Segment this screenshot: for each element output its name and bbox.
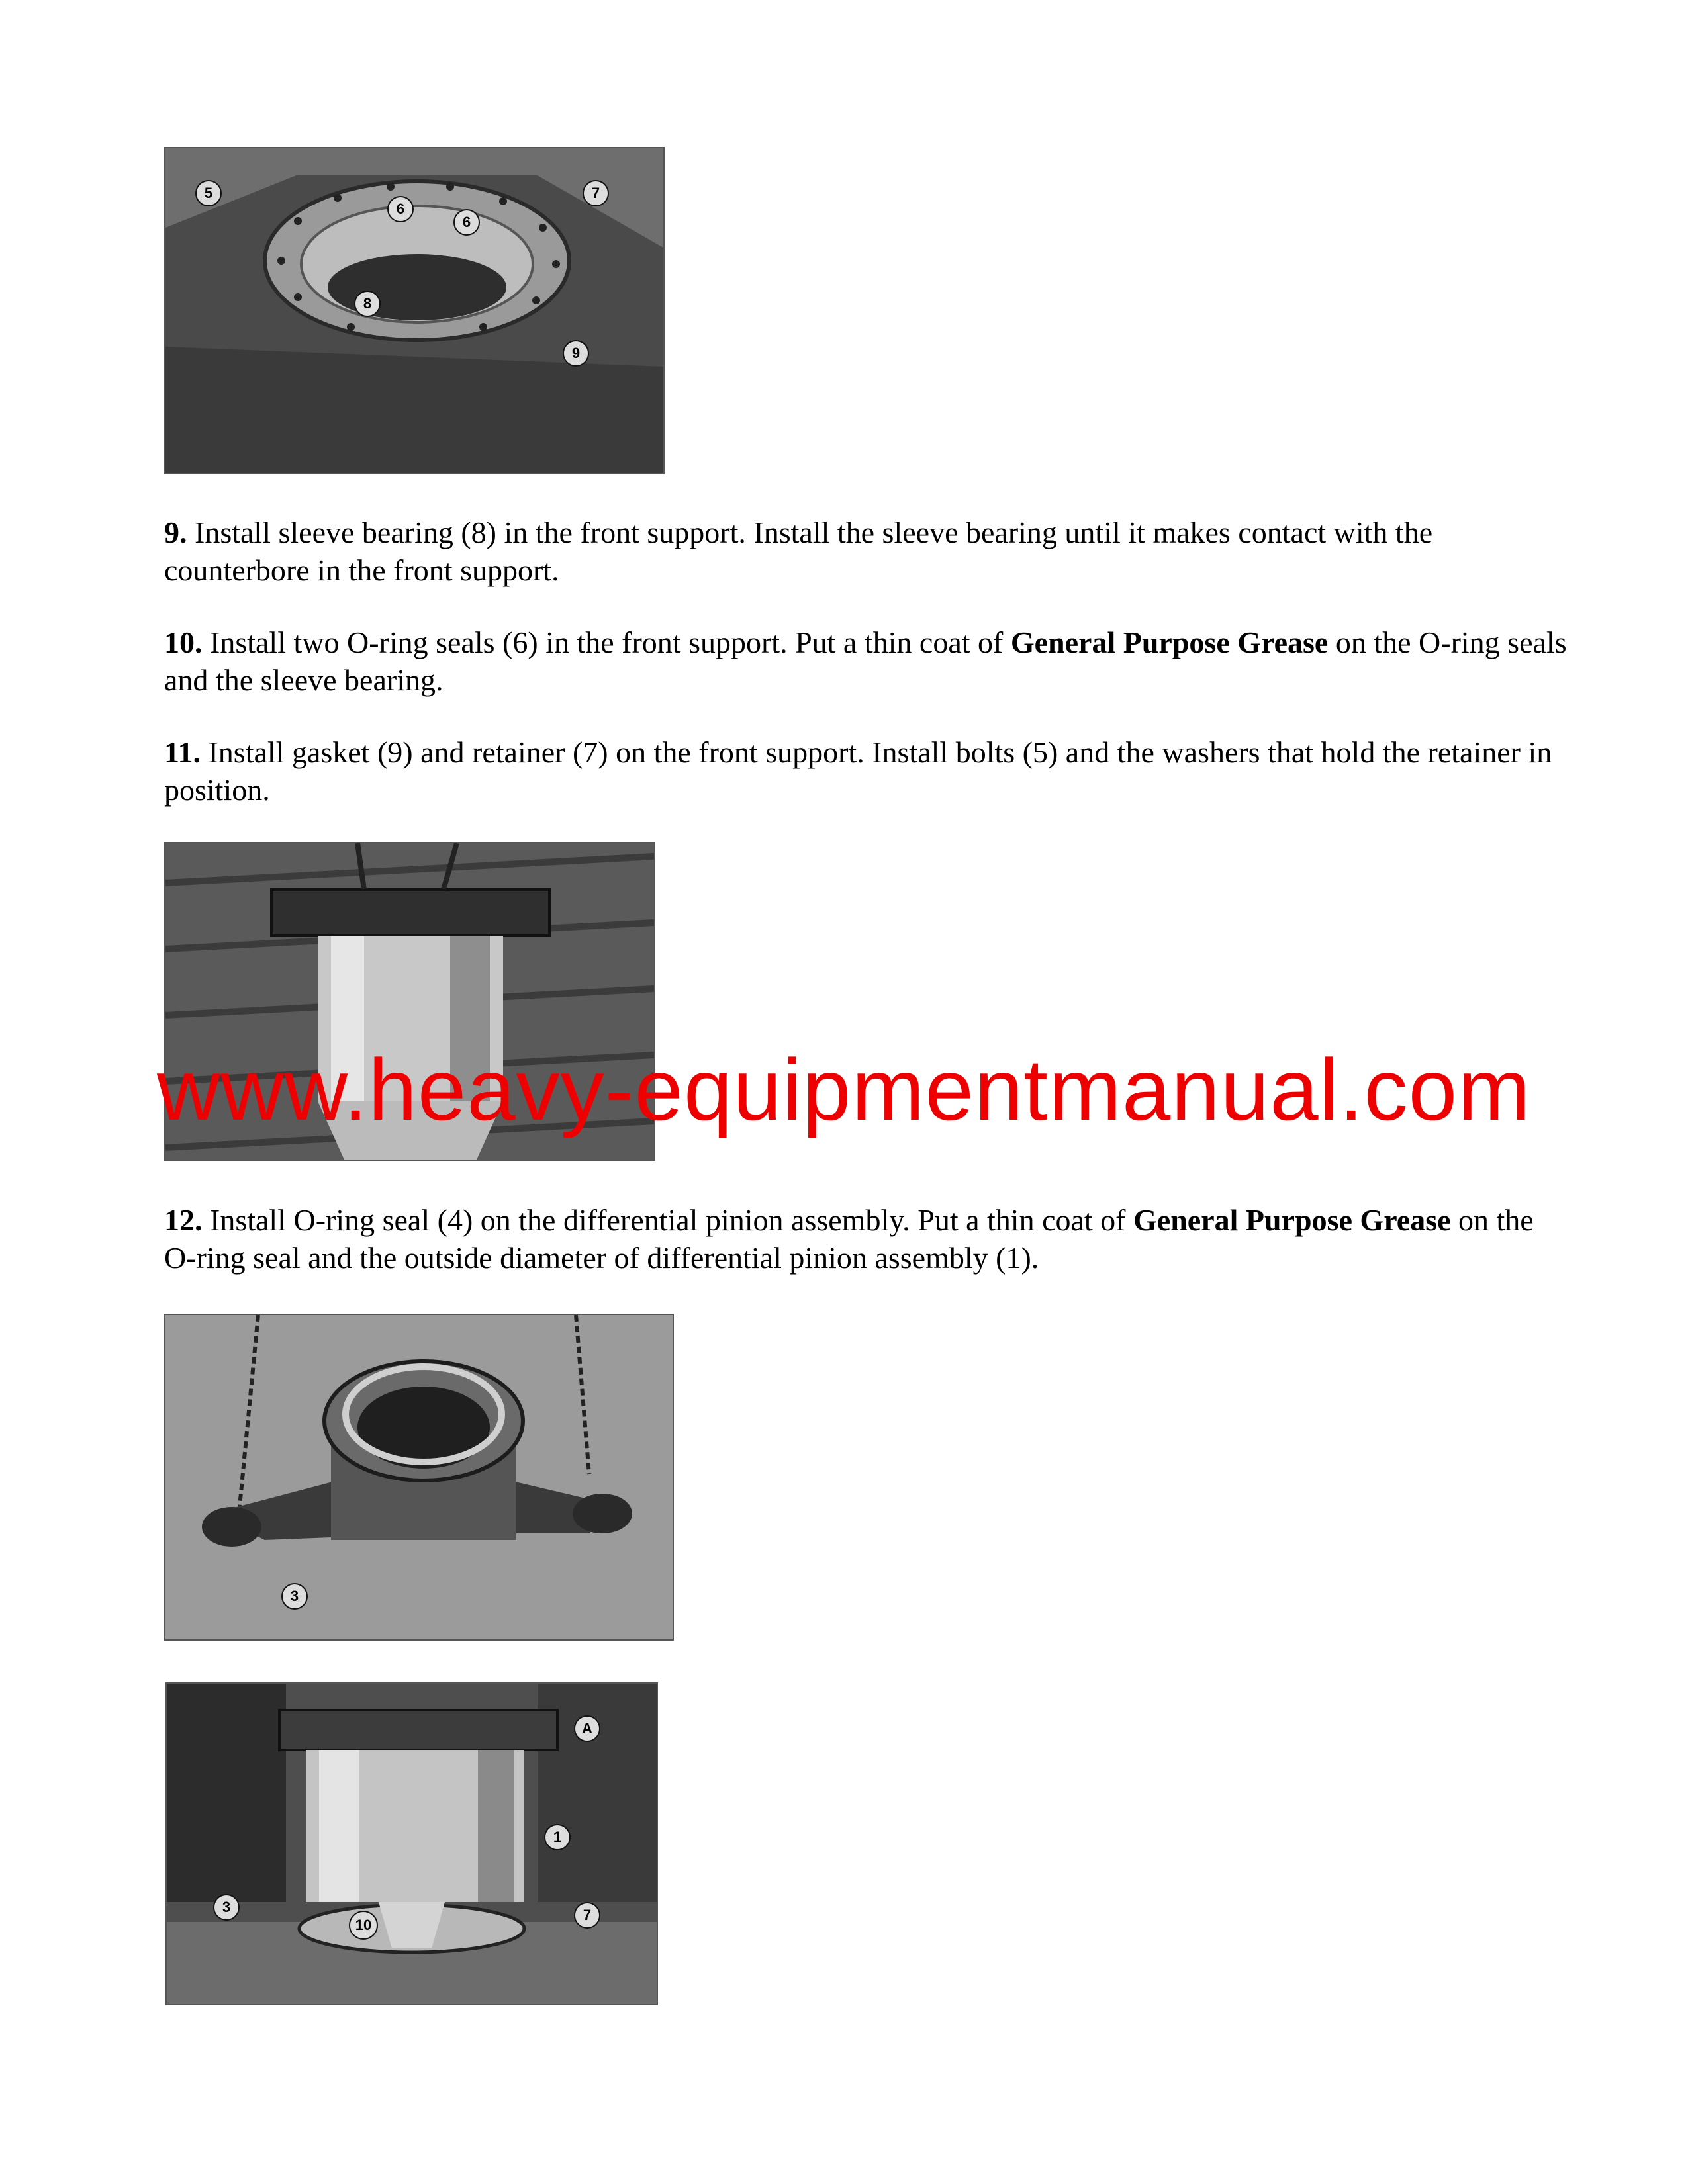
step-text: Install gasket (9) and retainer (7) on the front support. Install bolts (5) and the washers that hold the retainer in position. [164,735,1552,807]
callout-6b [453,209,480,236]
callout-label: 1 [553,1829,562,1845]
watermark-url: www.heavy-equipmentmanual.com [157,1041,1531,1138]
step-text: Install O-ring seal (4) on the differential pinion assembly. Put a thin coat of [202,1203,1134,1237]
callout-label: 7 [591,185,600,201]
grease-name: General Purpose Grease [1133,1203,1451,1237]
callout-5 [195,180,222,206]
callout-label: 7 [583,1907,592,1923]
step-11 [164,733,1568,809]
step-text: Install sleeve bearing (8) in the front support. Install the sleeve bearing until it makes contact with the counterbore in the front support. [164,516,1433,587]
callout-label: 3 [222,1899,231,1915]
step-10 [164,623,1568,699]
step-number: 9. [164,516,187,549]
callout-7 [583,180,609,206]
callout-8 [354,291,381,317]
callout-label: 3 [290,1588,299,1604]
step-number: 12. [164,1203,203,1237]
figure-pinion-installed [165,1682,658,2005]
callout-3 [281,1583,308,1610]
step-text: on the O-ring seal and the outside diameter of differential pinion assembly (1). [164,1203,1534,1275]
callout-label: 8 [363,295,372,312]
step-12 [164,1201,1568,1277]
step-9 [164,514,1568,589]
callout-label: 9 [571,345,581,361]
callout-label: 6 [462,214,471,230]
step-number: 10. [164,625,203,659]
step-number: 11. [164,735,201,769]
callout-label: 10 [355,1917,372,1933]
callout-10 [349,1911,378,1940]
callout-A [574,1715,600,1742]
callout-1 [544,1824,571,1850]
callout-label: 5 [204,185,213,201]
step-text: Install two O-ring seals (6) in the front support. Put a thin coat of [202,625,1011,659]
callout-label: 6 [396,201,405,217]
callout-6a [387,196,414,222]
step-text: on the O-ring seals and the sleeve bearing. [164,625,1567,697]
callout-label: A [582,1720,592,1737]
callout-7 [574,1902,600,1929]
figure-front-support-chains [164,1314,674,1641]
callout-9 [563,340,589,367]
callout-3 [213,1894,240,1921]
grease-name: General Purpose Grease [1010,625,1329,659]
figure-front-support-retainer [164,147,665,474]
